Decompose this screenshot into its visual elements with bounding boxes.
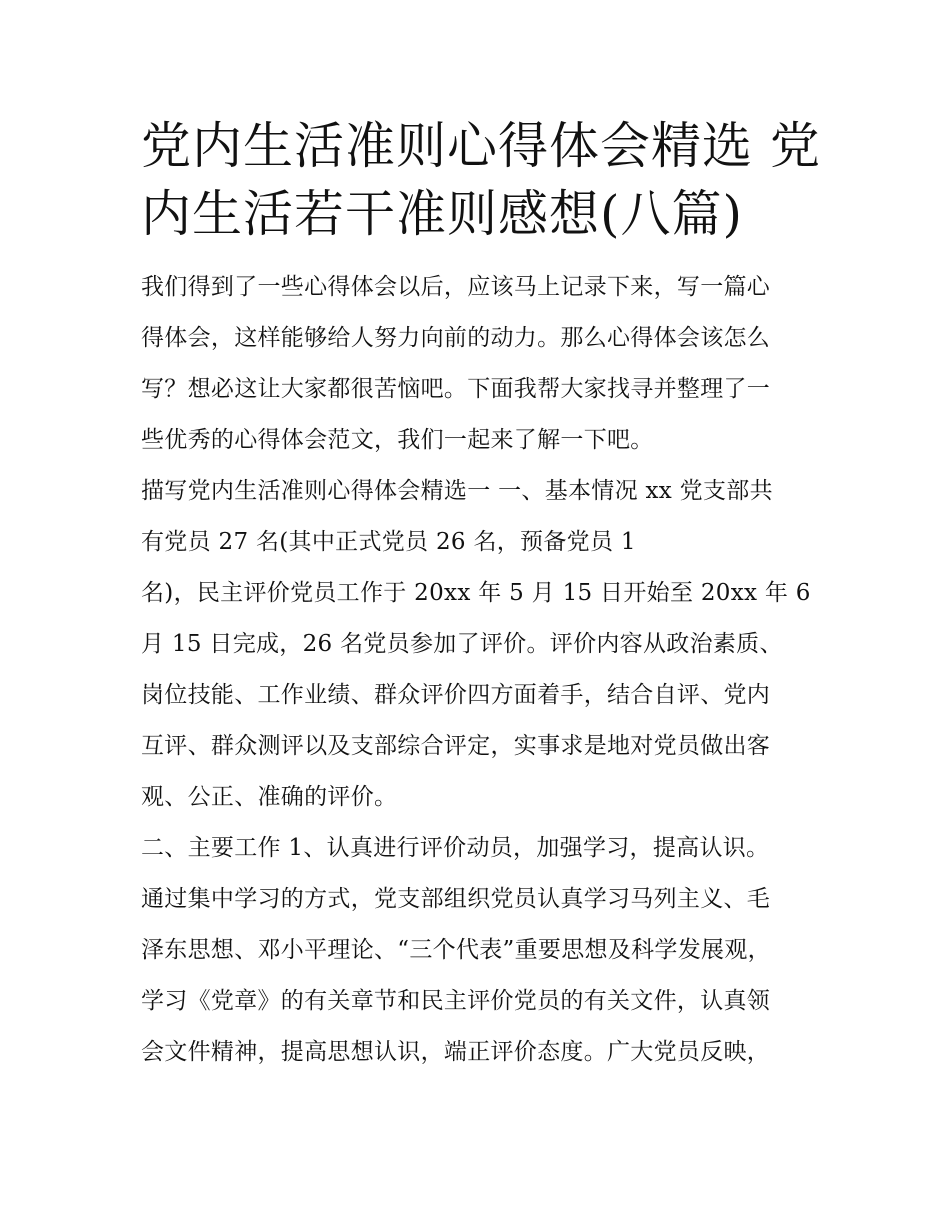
body-line: 岗位技能、工作业绩、群众评价四方面着手，结合自评、党内 [141, 682, 771, 708]
body-line: 观、公正、准确的评价。 [141, 784, 398, 810]
body-line: 月 15 日完成，26 名党员参加了评价。评价内容从政治素质、 [141, 631, 783, 657]
body-line: 有党员 27 名(其中正式党员 26 名，预备党员 1 [141, 529, 636, 555]
body-line: 名)，民主评价党员工作于 20xx 年 5 月 15 日开始至 20xx 年 6 [141, 580, 811, 606]
body-line: 会文件精神，提高思想认识，端正评价态度。广大党员反映， [141, 1039, 771, 1065]
body-line: 二、主要工作 1、认真进行评价动员，加强学习，提高认识。 [141, 835, 770, 861]
body-line: 描写党内生活准则心得体会精选一 一、基本情况 xx 党支部共 [141, 478, 773, 504]
body-line: 写？想必这让大家都很苦恼吧。下面我帮大家找寻并整理了一 [141, 376, 771, 402]
title-line-1: 党内生活准则心得体会精选 党 [141, 117, 821, 175]
body-line: 泽东思想、邓小平理论、“三个代表”重要思想及科学发展观， [141, 937, 771, 963]
body-line: 得体会，这样能够给人努力向前的动力。那么心得体会该怎么 [141, 325, 771, 351]
body-line: 些优秀的心得体会范文，我们一起来了解一下吧。 [141, 427, 654, 453]
title-line-2: 内生活若干准则感想(八篇) [141, 185, 744, 243]
document-title [141, 112, 821, 248]
body-line: 通过集中学习的方式，党支部组织党员认真学习马列主义、毛 [141, 886, 771, 912]
body-line: 学习《党章》的有关章节和民主评价党员的有关文件，认真领 [141, 988, 771, 1014]
document-body [141, 262, 813, 1078]
document-page [141, 112, 821, 1078]
body-line: 我们得到了一些心得体会以后，应该马上记录下来，写一篇心 [141, 274, 771, 300]
body-line: 互评、群众测评以及支部综合评定，实事求是地对党员做出客 [141, 733, 771, 759]
